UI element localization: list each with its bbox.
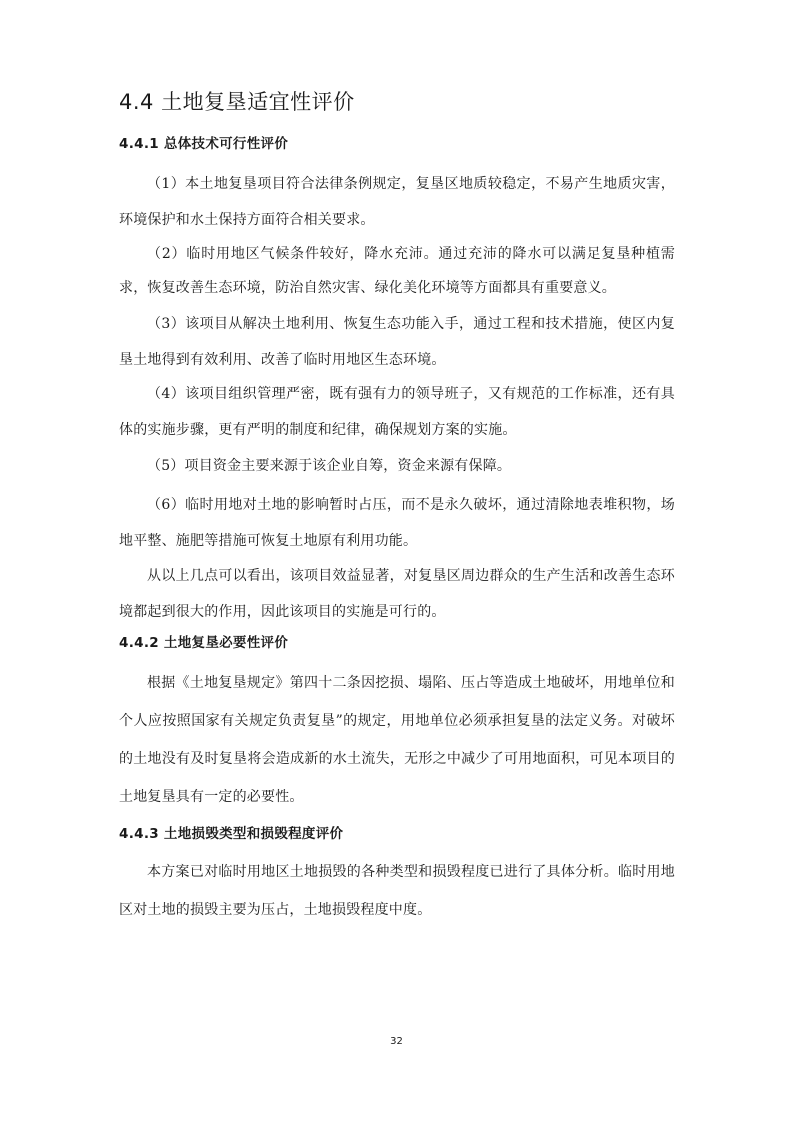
section-heading: 4.4 土地复垦适宜性评价 [119, 90, 355, 114]
paragraph-6: （6）临时用地对土地的影响暂时占压，而不是永久破坏，通过清除地表堆积物，场地平整、施肥等措施可恢复土地原有利用功能。 [119, 497, 675, 549]
paragraph-2: （2）临时用地区气候条件较好，降水充沛。通过充沛的降水可以满足复垦种植需求，恢复改善生态环境，防治自然灾害、绿化美化环境等方面都具有重要意义。 [119, 246, 675, 296]
subsection-heading-4-4-1: 4.4.1 总体技术可行性评价 [119, 136, 289, 152]
subsection-heading-4-4-3: 4.4.3 土地损毁类型和损毁程度评价 [119, 826, 344, 842]
paragraph-7: 从以上几点可以看出，该项目效益显著，对复垦区周边群众的生产生活和改善生态环境都起到很大的作用，因此该项目的实施是可行的。 [119, 568, 675, 620]
paragraph-5: （5）项目资金主要来源于该企业自筹，资金来源有保障。 [147, 458, 512, 474]
page-number: 32 [390, 1036, 403, 1047]
paragraph-3: （3）该项目从解决土地利用、恢复生态功能入手，通过工程和技术措施，使区内复垦土地得到有效利用、改善了临时用地区生态环境。 [119, 316, 675, 368]
paragraph-4: （4）该项目组织管理严密，既有强有力的领导班子，又有规范的工作标准，还有具体的实施步骤，更有严明的制度和纪律，确保规划方案的实施。 [119, 386, 675, 438]
subsection-heading-4-4-2: 4.4.2 土地复垦必要性评价 [119, 635, 289, 651]
paragraph-1: （1）本土地复垦项目符合法律条例规定，复垦区地质较稳定，不易产生地质灾害，环境保护和水土保持方面符合相关要求。 [119, 176, 675, 228]
paragraph-damage: 本方案已对临时用地区土地损毁的各种类型和损毁程度已进行了具体分析。临时用地区对土地的损毁主要为压占，土地损毁程度中度。 [119, 864, 675, 918]
paragraph-necessity: 根据《土地复垦规定》第四十二条因挖损、塌陷、压占等造成土地破坏，用地单位和个人应按照国家有关规定负责复垦”的规定，用地单位必须承担复垦的法定义务。对破坏的土地没有及时复垦将会造成新的水土流失，无形之中减少了可用地面积，可见本项目的土地复垦具有一定的必要性。 [119, 675, 675, 805]
